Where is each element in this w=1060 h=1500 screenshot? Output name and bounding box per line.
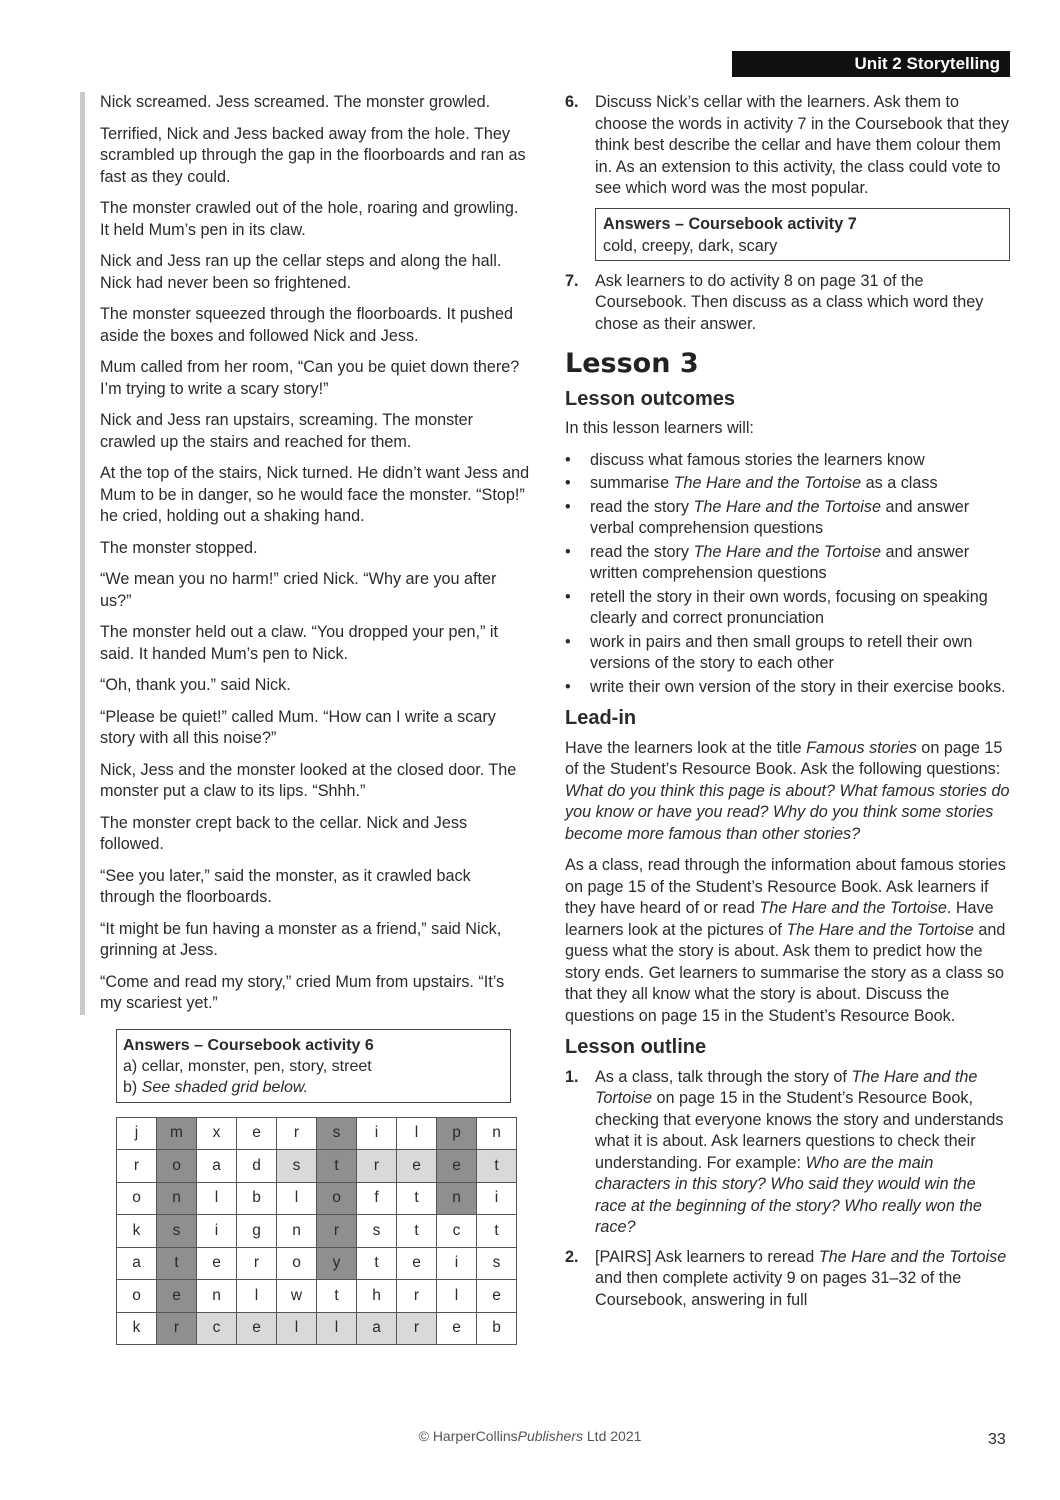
story-paragraph: The monster stopped.: [100, 538, 258, 557]
grid-cell: o: [157, 1150, 197, 1183]
instruction-6-text: Discuss Nick’s cellar with the learners. Ask them to choose the words in activity 7 in the Coursebook that they think best describe the cellar and have them colour them in. As an extension to this activity, the class could vote to see which word was the most popular.: [595, 93, 1009, 197]
bullet-icon: •: [565, 677, 571, 696]
outcome-text: [590, 587, 1010, 630]
story-paragraph: The monster crawled out of the hole, roaring and growling. It held Mum’s pen in its claw.: [100, 199, 519, 239]
grid-cell: i: [357, 1117, 397, 1150]
grid-cell: k: [117, 1312, 157, 1345]
word-search-grid: [116, 1117, 517, 1346]
outcome-text-pre: retell the story in their own words, focusing on speaking clearly and correct pronunciation: [590, 587, 988, 627]
grid-cell: e: [397, 1247, 437, 1280]
story-paragraph: “See you later,” said the monster, as it crawled back through the floorboards.: [100, 866, 471, 906]
story-paragraph: “Oh, thank you.” said Nick.: [100, 676, 291, 694]
grid-cell: l: [317, 1312, 357, 1345]
story-paragraph: “Come and read my story,” cried Mum from upstairs. “It’s my scariest yet.”: [100, 972, 505, 1012]
grid-cell: r: [237, 1247, 277, 1280]
grid-cell: r: [397, 1280, 437, 1313]
grid-cell: t: [357, 1247, 397, 1280]
grid-cell: s: [477, 1247, 517, 1280]
unit-header: [732, 51, 1010, 77]
grid-cell: l: [237, 1280, 277, 1313]
lesson-title: Lesson 3: [565, 348, 699, 379]
unit-label: Unit 2 Storytelling: [854, 54, 1000, 73]
outline-2-text: [595, 1247, 1010, 1312]
grid-cell: a: [357, 1312, 397, 1345]
grid-cell: h: [357, 1280, 397, 1313]
grid-cell: m: [157, 1117, 197, 1150]
grid-cell: b: [237, 1182, 277, 1215]
bullet-icon: •: [565, 450, 571, 469]
grid-cell: s: [157, 1215, 197, 1248]
answers-6-b-italic: See shaded grid below.: [141, 1078, 309, 1096]
outcome-text-pre: read the story: [590, 497, 694, 516]
outcomes-intro: In this lesson learners will:: [565, 419, 754, 437]
outline-step-1: [565, 1067, 1010, 1239]
story-paragraph: “Please be quiet!” called Mum. “How can I write a scary story with all this noise?”: [100, 707, 496, 747]
outcome-text-pre: write their own version of the story in their exercise books.: [590, 677, 1006, 696]
grid-cell: e: [237, 1312, 277, 1345]
grid-cell: e: [477, 1280, 517, 1313]
grid-cell: d: [237, 1150, 277, 1183]
outline-heading: Lesson outline: [565, 1036, 707, 1058]
outcome-text: [590, 497, 1010, 540]
answers-7-text: cold, creepy, dark, scary: [603, 236, 778, 255]
outline-1-c: on page 15 in the Student’s Resource Book, checking that everyone knows the story and understands what it is about. Ask learners questions to check their understanding. For example:: [595, 1089, 1004, 1172]
grid-cell: e: [437, 1150, 477, 1183]
grid-cell: e: [397, 1150, 437, 1183]
left-column: [80, 92, 530, 1345]
grid-cell: s: [317, 1117, 357, 1150]
grid-row: [117, 1247, 517, 1280]
instruction-7-number: 7.: [565, 271, 579, 290]
copyright-footer: [0, 1428, 1060, 1444]
outline-2-a: [PAIRS] Ask learners to reread: [595, 1247, 819, 1266]
outcome-text-post: and answer verbal comprehension questions: [590, 497, 970, 537]
answers-6-line-b-text: [123, 1079, 308, 1096]
leadin-p1-c: on page 15 of the Student’s Resource Book. Ask the following questions:: [565, 738, 1003, 778]
answers-activity-7: [595, 208, 1010, 261]
leadin-p2-a: As a class, read through the information about famous stories on page 15 of the Student’s Resource Book. Ask learners if they have heard of or read: [565, 856, 1006, 917]
outcome-item: [565, 632, 1010, 675]
grid-cell: f: [357, 1182, 397, 1215]
page-number: 33: [988, 1431, 1006, 1448]
grid-cell: r: [117, 1150, 157, 1183]
outcome-text-pre: summarise: [590, 474, 674, 492]
grid-row: [117, 1117, 517, 1150]
grid-cell: l: [437, 1280, 477, 1313]
right-column: [565, 92, 1010, 1319]
grid-cell: l: [397, 1117, 437, 1150]
grid-row: [117, 1150, 517, 1183]
outcome-text-it: The Hare and the Tortoise: [693, 497, 881, 516]
outcome-item: [565, 473, 1010, 495]
story-paragraph: The monster squeezed through the floorboards. It pushed aside the boxes and followed Nick and Jess.: [100, 305, 514, 345]
outcome-text-it: The Hare and the Tortoise: [673, 474, 862, 492]
grid-cell: g: [237, 1215, 277, 1248]
outline-2-number: 2.: [565, 1247, 579, 1266]
bullet-icon: •: [565, 474, 571, 492]
footer-post: Ltd 2021: [583, 1428, 642, 1444]
grid-cell: e: [197, 1247, 237, 1280]
grid-row: [117, 1312, 517, 1345]
outline-1-d: Who are the main characters in this story? Who said they would win the race at the beginning of the story? Who really won the race?: [595, 1153, 982, 1236]
instruction-7-text: Ask learners to do activity 8 on page 31 of the Coursebook. Then discuss as a class which word they chose as their answer.: [595, 271, 984, 333]
outline-2-c: and then complete activity 9 on pages 31–32 of the Coursebook, answering in full: [595, 1269, 962, 1309]
grid-cell: n: [437, 1182, 477, 1215]
story-paragraph: The monster crept back to the cellar. Nick and Jess followed.: [100, 813, 468, 853]
grid-cell: o: [117, 1182, 157, 1215]
grid-cell: l: [277, 1182, 317, 1215]
leadin-heading: Lead-in: [565, 707, 637, 729]
outcome-text-pre: work in pairs and then small groups to retell their own versions of the story to each other: [590, 632, 973, 672]
story-paragraph: At the top of the stairs, Nick turned. He didn’t want Jess and Mum to be in danger, so he would face the monster. “Stop!” he cried, holding out a shaking hand.: [100, 464, 530, 525]
outcome-text-it: The Hare and the Tortoise: [693, 542, 881, 561]
outcome-text-pre: read the story: [590, 542, 694, 561]
grid-cell: r: [317, 1215, 357, 1248]
outcome-text: [590, 542, 1010, 585]
grid-row: [117, 1215, 517, 1248]
outcome-text-pre: discuss what famous stories the learners know: [590, 450, 925, 469]
grid-cell: x: [197, 1117, 237, 1150]
outcome-item: [565, 542, 1010, 585]
story-paragraph: Nick and Jess ran up the cellar steps and along the hall. Nick had never been so frightened.: [100, 252, 502, 292]
grid-cell: n: [277, 1215, 317, 1248]
grid-cell: j: [117, 1117, 157, 1150]
leadin-p1-a: Have the learners look at the title: [565, 738, 807, 757]
bullet-icon: •: [565, 632, 571, 651]
footer-pre: © HarperCollins: [418, 1428, 518, 1444]
leadin-p2-d: The Hare and the Tortoise: [786, 920, 974, 939]
grid-cell: o: [277, 1247, 317, 1280]
story-paragraph: The monster held out a claw. “You dropped your pen,” it said. It handed Mum’s pen to Nick.: [100, 623, 499, 663]
outcome-text: [590, 473, 938, 495]
outcome-item: [565, 677, 1010, 699]
grid-cell: t: [397, 1215, 437, 1248]
answers-6-title: Answers – Coursebook activity 6: [123, 1036, 374, 1054]
leadin-p2-e: and guess what the story is about. Ask them to predict how the story ends. Get learners to summarise the story as a class so that they all know what the story is about. Discuss the questions on page 15 in the Student’s Resource Book.: [565, 920, 1006, 1025]
grid-row: [117, 1280, 517, 1313]
instruction-6-number: 6.: [565, 93, 579, 111]
story-paragraph: “It might be fun having a monster as a friend,” said Nick, grinning at Jess.: [100, 919, 502, 959]
grid-cell: n: [197, 1280, 237, 1313]
outline-2-b: The Hare and the Tortoise: [818, 1247, 1007, 1266]
instruction-6: [565, 92, 1010, 200]
grid-cell: s: [357, 1215, 397, 1248]
outcome-item: [565, 450, 1010, 472]
grid-cell: t: [397, 1182, 437, 1215]
grid-cell: b: [477, 1312, 517, 1345]
outcome-text-post: and answer written comprehension questions: [590, 542, 970, 582]
grid-cell: t: [477, 1215, 517, 1248]
story-paragraph: Terrified, Nick and Jess backed away from the hole. They scrambled up through the gap in the floorboards and ran as fast as they could.: [100, 124, 526, 186]
outline-1-text: [595, 1067, 1010, 1239]
story-paragraph: “We mean you no harm!” cried Nick. “Why are you after us?”: [100, 570, 497, 610]
outcome-text-post: as a class: [861, 474, 938, 492]
leadin-p1-b: Famous stories: [806, 738, 917, 757]
leadin-p1-d: What do you think this page is about? What famous stories do you know or have you read? Why do you think some stories become more famous than other stories?: [565, 781, 1010, 843]
grid-cell: i: [477, 1182, 517, 1215]
grid-cell: t: [317, 1280, 357, 1313]
answers-6-b-prefix: b): [123, 1078, 142, 1096]
grid-cell: e: [237, 1117, 277, 1150]
story-paragraph: Nick and Jess ran upstairs, screaming. The monster crawled up the stairs and reached for them.: [100, 411, 474, 451]
grid-cell: n: [157, 1182, 197, 1215]
grid-cell: c: [197, 1312, 237, 1345]
story-paragraph: Nick, Jess and the monster looked at the closed door. The monster put a claw to its lips. “Shhh.”: [100, 760, 517, 800]
bullet-icon: •: [565, 497, 571, 516]
grid-row: [117, 1182, 517, 1215]
leadin-paragraph-2: [565, 855, 1010, 1027]
footer-italic: Publishers: [517, 1428, 583, 1444]
instruction-7: [565, 271, 1010, 336]
bullet-icon: •: [565, 587, 571, 606]
story-paragraph: Nick screamed. Jess screamed. The monster growled.: [100, 93, 491, 111]
grid-cell: r: [397, 1312, 437, 1345]
answers-activity-6: [116, 1029, 511, 1103]
outcome-item: [565, 497, 1010, 540]
grid-cell: l: [277, 1312, 317, 1345]
outcomes-heading: Lesson outcomes: [565, 387, 736, 410]
grid-cell: c: [437, 1215, 477, 1248]
bullet-icon: •: [565, 542, 571, 561]
grid-cell: e: [437, 1312, 477, 1345]
grid-cell: o: [317, 1182, 357, 1215]
grid-cell: w: [277, 1280, 317, 1313]
grid-cell: r: [357, 1150, 397, 1183]
grid-cell: y: [317, 1247, 357, 1280]
answers-7-title: Answers – Coursebook activity 7: [603, 214, 857, 233]
leadin-paragraph-1: [565, 738, 1010, 846]
outline-1-number: 1.: [565, 1067, 579, 1086]
grid-cell: i: [437, 1247, 477, 1280]
grid-cell: t: [477, 1150, 517, 1183]
outcome-item: [565, 587, 1010, 630]
grid-cell: a: [197, 1150, 237, 1183]
grid-cell: t: [317, 1150, 357, 1183]
grid-cell: r: [157, 1312, 197, 1345]
leadin-p2-b: The Hare and the Tortoise: [759, 899, 947, 917]
story-text: [80, 92, 530, 1015]
answers-6-line-a: a) cellar, monster, pen, story, street: [123, 1057, 372, 1075]
outline-step-2: [565, 1247, 1010, 1312]
grid-cell: i: [197, 1215, 237, 1248]
outcome-text: [590, 677, 1006, 699]
answers-6-line-b: [123, 1077, 504, 1098]
grid-cell: r: [277, 1117, 317, 1150]
grid-cell: l: [197, 1182, 237, 1215]
outcome-text: [590, 632, 1010, 675]
grid-cell: t: [157, 1247, 197, 1280]
grid-cell: s: [277, 1150, 317, 1183]
outline-1-a: As a class, talk through the story of: [595, 1067, 852, 1086]
grid-cell: n: [477, 1117, 517, 1150]
grid-cell: e: [157, 1280, 197, 1313]
grid-cell: o: [117, 1280, 157, 1313]
story-paragraph: Mum called from her room, “Can you be quiet down there? I’m trying to write a scary story!”: [100, 358, 520, 398]
grid-cell: k: [117, 1215, 157, 1248]
outcomes-list: [565, 450, 1010, 699]
outcome-text: [590, 450, 925, 472]
outline-1-b: The Hare and the Tortoise: [595, 1067, 978, 1107]
leadin-p2-c: . Have learners look at the pictures of: [565, 899, 994, 939]
grid-cell: a: [117, 1247, 157, 1280]
grid-cell: p: [437, 1117, 477, 1150]
